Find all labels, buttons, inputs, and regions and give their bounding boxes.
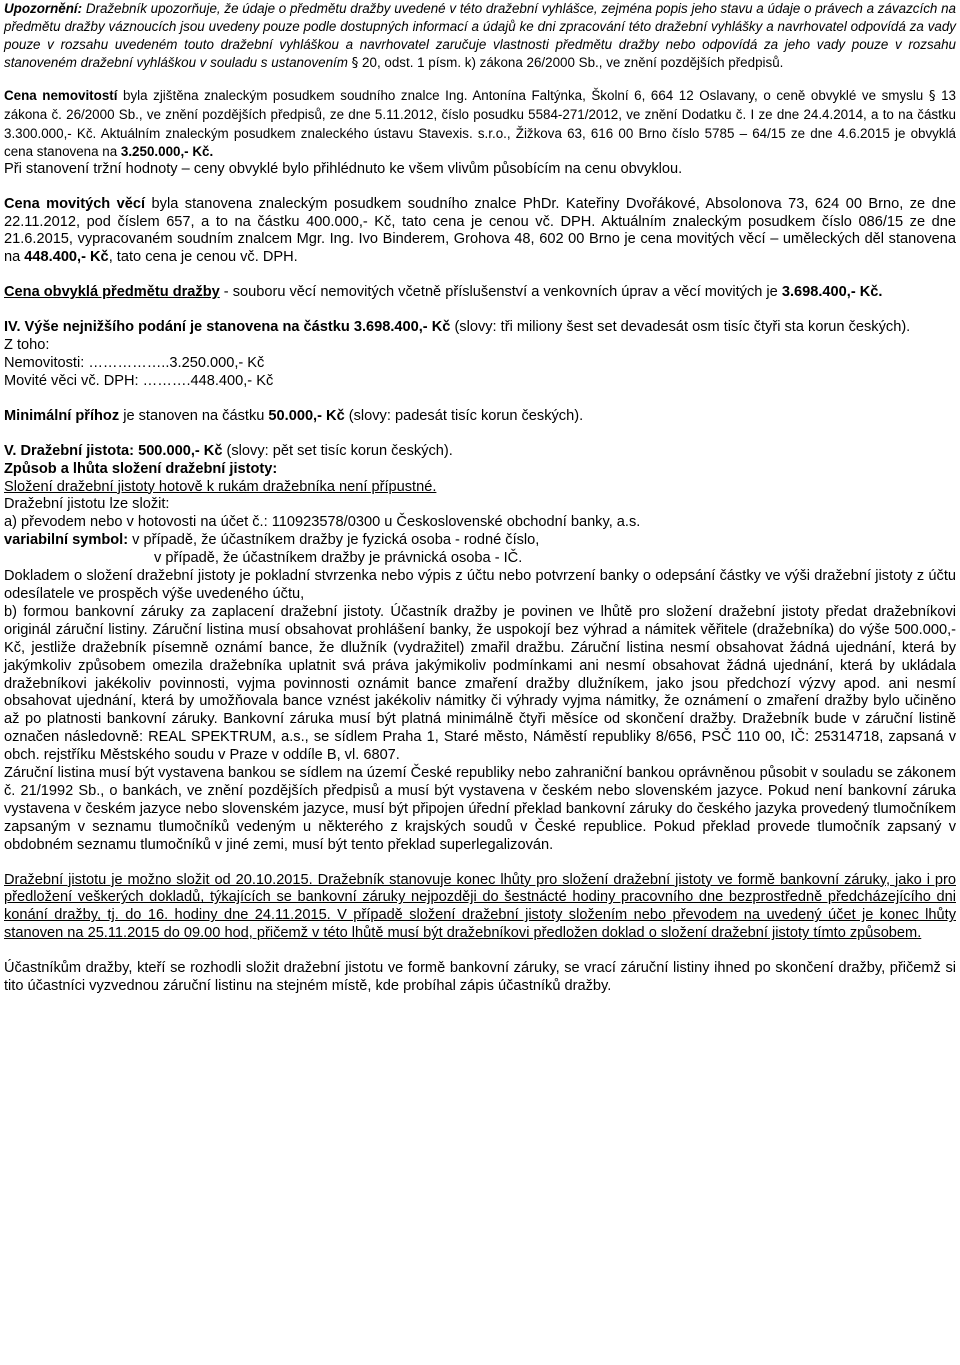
can-pay-label: Dražební jistotu lze složit:	[4, 496, 170, 513]
property-price-amount: 3.250.000,- Kč.	[120, 143, 214, 159]
market-value-note: Při stanovení tržní hodnoty – ceny obvyklé bylo přihlédnuto ke všem vlivům působícím na cenu obvyklou.	[4, 160, 683, 177]
usual-price-amount: 3.698.400,- Kč.	[781, 284, 883, 301]
min-increment-amount: 50.000,- Kč	[268, 407, 345, 424]
notice-text: Dražebník upozorňuje, že údaje o předmětu dražby uvedené v této dražební vyhlášce, zejména popis jeho stavu a údaje o právech a závazcích na předmětu dražby váznoucích jsou uvedeny pouze podle dostupných informací a údajů ke dni zpracování této dražební vyhlášky a navrhovatel odpovídá za vady pouze v rozsahu uvedeném touto dražební vyhláškou a navrhovatel zaručuje vlastnosti předmětu dražby nebo odpovídá za jeho vady pouze v rozsahu stanoveném dražební vyhláškou v souladu s ustanovením	[4, 1, 956, 71]
deposit-heading-line	[4, 443, 956, 461]
min-increment-text: je stanoven na částku	[119, 407, 269, 424]
option-b: b) formou bankovní záruky za zaplacení dražební jistoty. Účastník dražby je povinen ve lhůtě pro složení dražební jistoty předat dražebníkovi originál záruční listiny. Záruční listina musí obsahovat prohlášení banky, že uspokojí bez výhrad a námitek věřitele (dražebníka) do výše 500.000,- Kč, jestliže dražebník písemně oznámí bance, že dlužník (vydražitel) zmařil dražbu. Záruční listina nesmí obsahovat žádná ujednání, která by jakýmkoliv způsobem omezila dražebníka uplatnit svá práva jakýmikoliv podmínkami ani nesmí obsahovat žádná ujednání, která by ukládala dražebníkovi jakékoliv povinnosti, vyjma povinnosti oznámit bance zmaření dražby dlužníkem, jako jsou předchozí výzvy apod. ani nesmí obsahovat ujednání, která by umožňovala bance vznést jakékoliv námitky či výhrady vyjma námitky, že oznámení o zmaření dražby bylo učiněno až po platnosti bankovní záruky. Bankovní záruka musí být platná minimálně čtyři měsíce od skončení dražby. Dražebník bude v záruční listině označen následovně: REAL SPEKTRUM, a.s., se sídlem Praha 1, Staré město, Náměstí republiky 8/656, PSČ 110 00, IČ: 25314718, zapsaná v obch. rejstříku Městského soudu v Praze v oddíle B, vl. 6807.	[4, 603, 956, 764]
notice-paragraph	[4, 0, 956, 73]
movables-price-paragraph	[4, 196, 956, 268]
variable-symbol-person	[4, 532, 956, 550]
usual-price-text: - souboru věcí nemovitých včetně příslušenství a venkovních úprav a věcí movitých je	[219, 284, 782, 301]
movables-line: Movité věci vč. DPH: ……….448.400,- Kč	[4, 372, 274, 389]
cash-not-allowed: Složení dražební jistoty hotově k rukám dražebníka není přípustné.	[4, 478, 437, 495]
return-paragraph: Účastníkům dražby, kteří se rozhodli složit dražební jistotu ve formě bankovní záruky, se vrací záruční listiny ihned po skončení dražby, přičemž si tito účastníci vyzvednou záruční listinu na stejném místě, kde probíhal zápis účastníků dražby.	[4, 960, 956, 995]
movables-price-amount: 448.400,- Kč	[24, 249, 109, 266]
variable-symbol-person-text: v případě, že účastníkem dražby je fyzická osoba - rodné číslo,	[128, 532, 540, 549]
of-which-label: Z toho:	[4, 337, 50, 354]
property-line: Nemovitosti: ……………..3.250.000,- Kč	[4, 355, 265, 371]
usual-price-label: Cena obvyklá předmětu dražby	[4, 284, 220, 301]
option-a: a) převodem nebo v hotovosti na účet č.: 110923578/0300 u Československé obchodní banky, a.s.	[4, 514, 641, 531]
min-increment-paragraph	[4, 408, 956, 426]
variable-symbol-label: variabilní symbol:	[4, 532, 129, 549]
min-increment-words: (slovy: padesát tisíc korun českých).	[344, 407, 584, 424]
movables-price-label: Cena movitých věcí	[4, 195, 146, 212]
notice-label: Upozornění:	[4, 1, 83, 16]
deposit-method-heading: Způsob a lhůta složení dražební jistoty:	[4, 460, 278, 477]
min-increment-label: Minimální příhoz	[4, 407, 120, 424]
deposit-heading: V. Dražební jistota: 500.000,- Kč	[4, 442, 223, 459]
lowest-bid-words: (slovy: tři miliony šest set devadesát osm tisíc čtyři sta korun českých).	[450, 319, 911, 336]
lowest-bid-heading: IV. Výše nejnižšího podání je stanovena na částku 3.698.400,- Kč	[4, 319, 451, 336]
property-price-paragraph	[4, 87, 956, 160]
property-price-text-1: byla zjištěna znaleckým posudkem soudního znalce Ing. Antonína Faltýnka, Školní 6, 664 12 Oslavany, o ceně obvyklé ve smyslu	[117, 88, 929, 104]
section-symbol: §	[351, 56, 359, 72]
variable-symbol-company: v případě, že účastníkem dražby je právnická osoba - IČ.	[154, 550, 523, 567]
property-price-text-2: 13 zákona č. 26/2000 Sb., ve znění pozdějších předpisů, ze dne 5.11.2012, číslo posudku 5584-271/2012, ve znění Dodatku č. I ze dne 24.4.2014, a to na částku 3.300.000,- Kč. Aktuálním znaleckým posudkem znaleckého ústavu Stavexis. s.r.o., Žižkova 63, 616 00 Brno číslo 5785 – 64/15 ze dne 4.6.2015 je obvyklá cena stanovena na	[4, 88, 956, 159]
notice-text-end: 20, odst. 1 písm. k) zákona 26/2000 Sb., ve znění pozdějších předpisů.	[358, 55, 784, 71]
movables-price-text-2: , tato cena je cenou vč. DPH.	[108, 249, 298, 266]
foreign-bank-paragraph: Záruční listina musí být vystavena bankou se sídlem na území České republiky nebo zahraniční bankou oprávněnou působit v souladu se zákonem č. 21/1992 Sb., o bankách, ve znění pozdějších předpisů a musí být vystavena v českém nebo slovenském jazyce. Pokud není bankovní záruka vystavena v českém jazyce nebo slovenském jazyce, musí být připojen úřední překlad bankovní záruky do českého jazyka provedený tlumočníkem zapsaným v seznamu tlumočníků vedeným u některého z krajských soudů v České republice. Pokud překlad provede tlumočník zapsaný v obdobném seznamu tlumočníků v jiné zemi, musí být tento překlad superlegalizován.	[4, 765, 956, 853]
deposit-proof: Dokladem o složení dražební jistoty je pokladní stvrzenka nebo výpis z účtu nebo potvrzení banky o odepsání částky ve výši dražební jistoty z účtu odesílatele ve prospěch výše uvedeného účtu,	[4, 568, 956, 602]
lowest-bid-paragraph	[4, 319, 956, 337]
deposit-words: (slovy: pět set tisíc korun českých).	[222, 442, 453, 459]
deadline-paragraph: Dražební jistotu je možno složit od 20.10.2015. Dražebník stanovuje konec lhůty pro složení dražební jistoty ve formě bankovní záruky, jako i pro předložení veškerých dokladů, týkajících se bankovní záruky nejpozději do šestnácté hodiny pracovního dne bezprostředně předcházejícího dni konání dražby, tj. do 16. hodiny dne 24.11.2015. V případě složení dražební jistoty složením nebo převodem na uvedený účet je konec lhůty stanoven na 25.11.2015 do 09.00 hod, přičemž v této lhůtě musí být dražebníkovi předložen doklad o složení dražební jistoty tímto způsobem.	[4, 871, 956, 942]
property-price-label: Cena nemovitostí	[4, 88, 118, 104]
movables-price-text-1: byla stanovena znaleckým posudkem soudního znalce PhDr. Kateřiny Dvořákové, Absolonova 73, 624 00 Brno, ze dne 22.11.2012, pod číslem 657, a to na částku 400.000,- Kč, tato cena je cenou vč. DPH. Aktuálním znaleckým posudkem číslo 086/15 ze dne 21.6.2015, vypracovaném soudním znalcem Mgr. Ing. Ivo Binderem, Grohova 48, 602 00 Brno je cena movitých věcí – uměleckých děl stanovena na	[4, 195, 956, 266]
usual-price-paragraph	[4, 284, 956, 302]
section-symbol: §	[928, 89, 936, 105]
